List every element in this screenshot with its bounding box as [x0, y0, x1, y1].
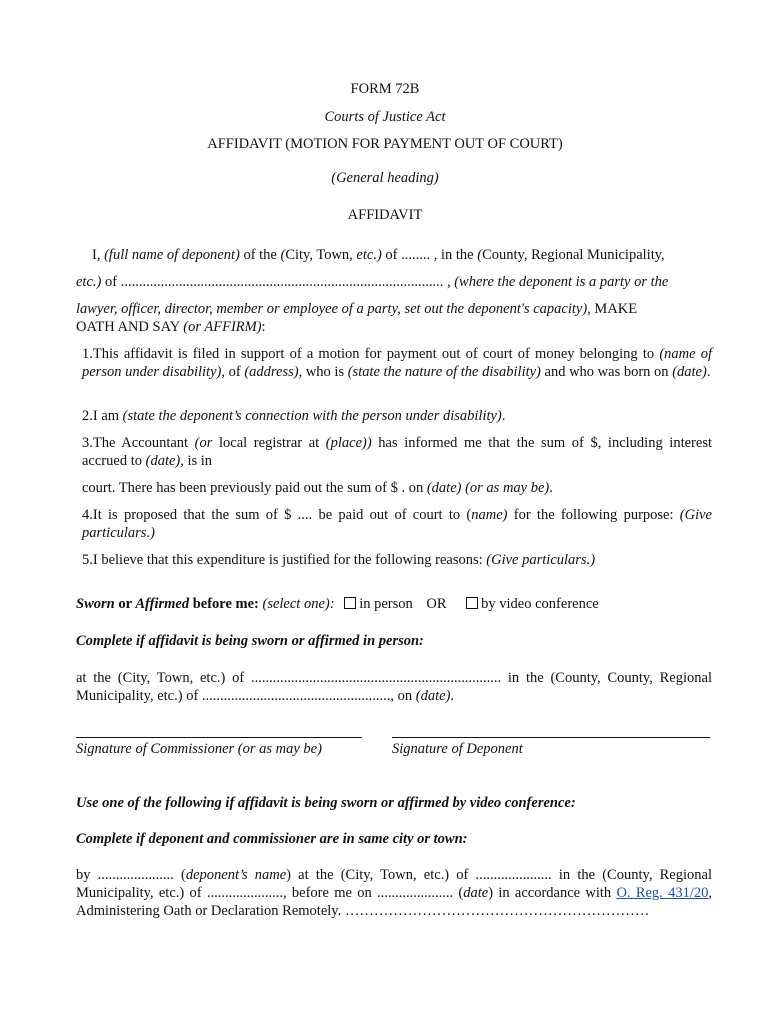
act-name: Courts of Justice Act	[324, 109, 446, 125]
video-conference-checkbox[interactable]	[466, 597, 478, 609]
regulation-link[interactable]: O. Reg. 431/20	[616, 885, 709, 901]
intro-line-1: I, (full name of deponent) of the (City, Town, etc.) of ........ , in the (County, Regional Municipality,	[92, 247, 665, 263]
same-city-heading: Complete if deponent and commissioner are in same city or town:	[76, 831, 468, 847]
video-conference-heading: Use one of the following if affidavit is being sworn or affirmed by video conference:	[76, 795, 576, 811]
paragraph-1: 1.This affidavit is filed in support of a motion for payment out of court of money belonging to (name of person under disability), of (address), who is (state the nature of the disability) and who was born on (date).	[82, 346, 713, 380]
paragraph-3: 3.The Accountant (or local registrar at (place)) has informed me that the sum of $, including interest accrued to (date), is in	[82, 435, 712, 469]
paragraph-2: 2.I am (state the deponent’s connection with the person under disability).	[82, 408, 506, 424]
commissioner-signature-label: Signature of Commissioner (or as may be)	[76, 741, 322, 757]
intro-line-4: OATH AND SAY (or AFFIRM):	[76, 319, 266, 335]
in-person-text: at the (City, Town, etc.) of ..................................................................... in the (County, County, Regional Municipality, etc.) of ...................................................., on (date).	[76, 670, 712, 704]
form-title: AFFIDAVIT (MOTION FOR PAYMENT OUT OF COURT)	[207, 136, 563, 152]
video-conference-label: by video conference	[481, 596, 599, 612]
paragraph-5: 5.I believe that this expenditure is justified for the following reasons: (Give particulars.)	[82, 552, 596, 568]
intro-line-3: lawyer, officer, director, member or employee of a party, set out the deponent's capacity), MAKE	[76, 301, 638, 317]
deponent-signature-label: Signature of Deponent	[392, 741, 523, 757]
in-person-heading: Complete if affidavit is being sworn or affirmed in person:	[76, 633, 424, 649]
sworn-selection: Sworn or Affirmed before me: (select one): in person OR by video conference	[76, 596, 599, 612]
affidavit-heading: AFFIDAVIT	[347, 207, 423, 223]
deponent-signature-line[interactable]	[392, 737, 710, 738]
commissioner-signature-line[interactable]	[76, 737, 362, 738]
paragraph-4: 4.It is proposed that the sum of $ .... be paid out of court to (name) for the following purpose: (Give particulars.)	[82, 507, 712, 541]
intro-line-2: etc.) of ......................................................................................... , (where the deponent is a party or the	[76, 274, 669, 290]
in-person-checkbox[interactable]	[344, 597, 356, 609]
in-person-label: in person	[359, 596, 413, 612]
form-number: FORM 72B	[350, 81, 420, 97]
general-heading: (General heading)	[331, 170, 439, 186]
same-city-text: by ..................... (deponent’s name) at the (City, Town, etc.) of ..................... in the (County, Regional Municipality, etc.) of ....................., before me on ..................... (date) in accordance with O. Reg. 431/20, Administering Oath or Declaration Remotely. ………………………………………………………	[76, 867, 712, 919]
paragraph-3-continued: court. There has been previously paid out the sum of $ . on (date) (or as may be).	[82, 480, 553, 496]
